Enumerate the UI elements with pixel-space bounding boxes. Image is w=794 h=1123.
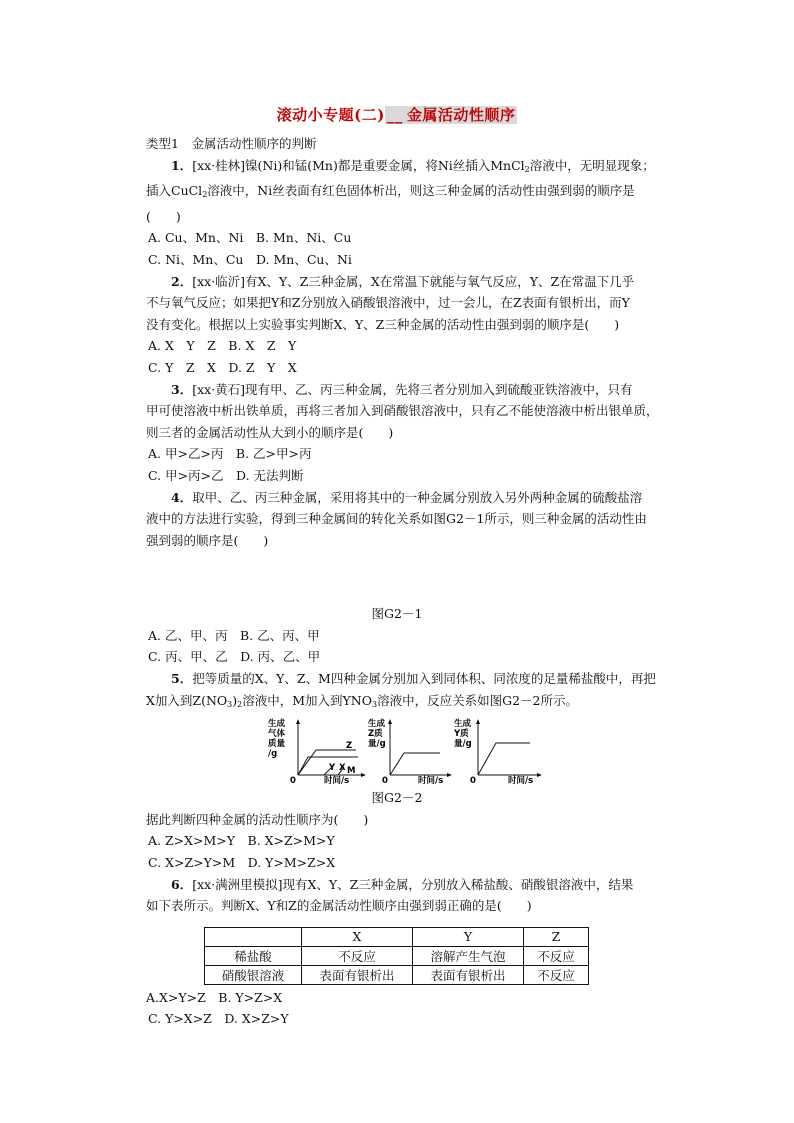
question-1: 1．[xx·桂林]镍(Ni)和锰(Mn)都是重要金属，将Ni丝插入MnCl$_2$溶液中，无明显现象； 插入CuCl$_2$溶液中，Ni丝表面有红色固体析出，则这三种金属的活动性由强到弱的顺序是 ( ) A. Cu、Mn、Ni B. Mn、Ni、Cu C. Ni、Mn、Cu D. Mn、Cu、Ni [146,155,648,271]
svg-text:时间/s: 时间/s [508,776,534,786]
svg-text:量/g: 量/g [454,739,472,750]
svg-text:质量: 质量 [268,739,286,750]
options-ab: A. 乙、甲、丙 B. 乙、丙、甲 [148,627,320,643]
svg-text:时间/s: 时间/s [418,776,444,786]
svg-text:生成: 生成 [368,719,386,730]
z-mass-graph [368,718,452,785]
reaction-graphs [266,717,546,785]
svg-text:时间/s: 时间/s [324,776,350,786]
question-6: 6．[xx·满洲里模拟]现有X、Y、Z三种金属，分别放入稀盐酸、硝酸银溶液中，结果 如下表所示。判断X、Y和Z的金属活动性顺序由强到弱正确的是( ) X Y Z 稀盐酸 不反应 溶解产生气泡 不反应 硝酸银溶液 表面有银析出 表面有银析出 不反应 A.X>Y>Z B. Y>Z>X C. Y>X>Z D. X>Z>Y [146,874,648,1030]
svg-text:Z质: Z质 [368,729,383,740]
question-5: 5．把等质量的X、Y、Z、M四种金属分别加入到同体积、同浓度的足量稀盐酸中，再把 X加入到$Z(NO_3)_2$溶液中，M加入到$YNO_3$溶液中，反应关系如图G2－2所示。 生成 气体 质量 /g Z Y X M 0 时间/s 生成 Z质 量/g 0 时间/s 生成 Y质 量/g 0 时间/s 图G2－2 据此判断四种金属的活动性顺序为( ) A. Z>X>M>Y B. X>Z>M>Y C. X>Z>Y>M D. Y>M>Z>X [146,668,648,874]
options-ab: A. Z>X>M>Y B. X>Z>M>Y [148,833,335,849]
options-ab: A. Cu、Mn、Ni B. Mn、Ni、Cu [148,230,352,246]
y-mass-graph [453,718,542,785]
svg-text:/g: /g [268,749,278,760]
svg-text:生成: 生成 [268,719,286,730]
options-cd: C. Y Z X D. Z Y X [148,359,297,375]
options-ab: A. X Y Z B. X Z Y [148,338,297,354]
document-page [146,104,659,1030]
svg-text:0: 0 [290,776,296,786]
svg-text:生成: 生成 [454,719,472,730]
options-cd: C. Ni、Mn、Cu D. Mn、Cu、Ni [148,251,352,267]
section-heading: 类型1 金属活动性顺序的判断 [146,136,317,151]
options-cd: C. Y>X>Z D. X>Z>Y [148,1011,289,1027]
svg-text:Y质: Y质 [454,729,469,740]
question-4: 4．取甲、乙、丙三种金属，采用将其中的一种金属分别放入另外两种金属的硫酸盐溶 液中的方法进行实验，得到三种金属间的转化关系如图G2－1所示，则三种金属的活动性由 强到弱的顺序是( ) 图G2－1 A. 乙、甲、丙 B. 乙、丙、甲 C. 丙、甲、乙 D. 丙、乙、甲 [146,487,648,669]
svg-text:0: 0 [470,776,476,786]
figure-caption: 图G2－2 [371,790,423,806]
question-2: 2．[xx·临沂]有X、Y、Z三种金属，X在常温下就能与氧气反应，Y、Z在常温下几乎 不与氧气反应；如果把Y和Z分别放入硝酸银溶液中，过一会儿，在Z表面有银析出，而Y 没有变化。根据以上实验事实判断X、Y、Z三种金属的活动性由强到弱的顺序是( ) A. X Y Z B. X Z Y C. Y Z X D. Z Y X [146,271,648,379]
figure-caption: 图G2－1 [371,606,423,622]
options-cd: C. 甲>丙>乙 D. 无法判断 [148,467,304,483]
svg-text:0: 0 [382,776,388,786]
figure-g2-1-area [146,551,648,603]
svg-text:气体: 气体 [268,729,286,740]
options-cd: C. X>Z>Y>M D. Y>M>Z>X [148,855,336,871]
results-table [204,927,589,985]
svg-text:量/g: 量/g [368,739,386,750]
svg-text:Y: Y [329,763,336,774]
table-row: 硝酸银溶液 表面有银析出 表面有银析出 不反应 [205,965,589,984]
options-ab: A. 甲>乙>丙 B. 乙>甲>丙 [148,446,312,462]
table-header-row: X Y Z [205,927,589,946]
table-row: 稀盐酸 不反应 溶解产生气泡 不反应 [205,946,589,965]
page-title: 滚动小专题(二) __ 金属活动性顺序 [276,106,516,124]
svg-text:M: M [347,766,356,777]
gas-mass-graph [268,718,366,785]
svg-text:X: X [339,763,346,774]
question-3: 3．[xx·黄石]现有甲、乙、丙三种金属，先将三者分别加入到硫酸亚铁溶液中，只有 甲可使溶液中析出铁单质，再将三者加入到硝酸银溶液中，只有乙不能使溶液中析出银单质， 则三者的金属活动性从大到小的顺序是( ) A. 甲>乙>丙 B. 乙>甲>丙 C. 甲>丙>乙 D. 无法判断 [146,379,648,487]
figure-g2-2 [146,717,648,785]
options-cd: C. 丙、甲、乙 D. 丙、乙、甲 [148,649,321,665]
options-ab: A.X>Y>Z B. Y>Z>X [146,989,283,1005]
svg-text:Z: Z [346,741,353,752]
